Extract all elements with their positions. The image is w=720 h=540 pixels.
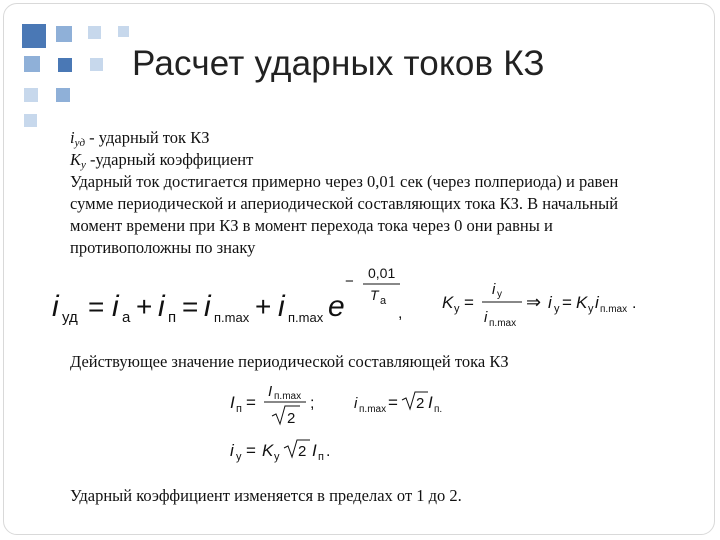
svg-text:п.max: п.max	[359, 404, 387, 415]
svg-text:у: у	[554, 303, 560, 315]
svg-text:i: i	[278, 290, 285, 323]
svg-text:=: =	[182, 291, 199, 322]
decor-square	[88, 26, 101, 39]
svg-text:.: .	[632, 295, 637, 312]
svg-text:у: у	[588, 303, 594, 315]
decor-square	[90, 58, 103, 71]
decor-square	[24, 88, 38, 102]
definition-iud	[70, 128, 209, 149]
svg-text:п.max: п.max	[489, 318, 517, 329]
svg-text:i: i	[484, 309, 488, 326]
definition-ky-text: -ударный коэффициент	[85, 150, 254, 169]
svg-text:i: i	[492, 281, 496, 298]
decor-square	[22, 24, 46, 48]
svg-text:=: =	[246, 441, 256, 460]
svg-text:i: i	[52, 290, 59, 323]
svg-text:a: a	[380, 295, 387, 307]
svg-text:а: а	[122, 309, 131, 326]
decor-square	[58, 58, 72, 72]
slide-title: Расчет ударных токов КЗ	[132, 44, 545, 83]
svg-text:i: i	[230, 441, 234, 460]
svg-text:;: ;	[310, 395, 315, 412]
svg-text:I: I	[268, 383, 273, 400]
svg-text:у: у	[274, 451, 280, 463]
svg-text:I: I	[312, 441, 317, 460]
svg-text:п.max: п.max	[600, 304, 628, 315]
svg-text:+: +	[255, 291, 272, 322]
heading-periodic-component: Действующее значение периодической составляющей тока КЗ	[70, 352, 509, 371]
svg-text:,: ,	[398, 305, 403, 322]
svg-text:=: =	[464, 293, 474, 312]
svg-text:i: i	[548, 293, 552, 312]
svg-text:T: T	[370, 287, 379, 303]
svg-text:+: +	[136, 291, 153, 322]
svg-text:у: у	[497, 289, 502, 300]
svg-text:=: =	[388, 393, 398, 412]
svg-text:i: i	[354, 395, 358, 412]
symbol-iud: $i_{уд}$	[70, 128, 86, 149]
svg-text:e: e	[328, 290, 345, 323]
svg-text:у: у	[454, 303, 460, 315]
svg-text:−: −	[345, 273, 354, 290]
svg-text:2: 2	[416, 395, 425, 412]
svg-text:=: =	[562, 293, 572, 312]
formula-periodic-component	[228, 378, 458, 430]
decor-square	[56, 88, 70, 102]
svg-text:п: п	[236, 403, 242, 415]
closing-statement: Ударный коэффициент изменяется в пределах от 1 до 2.	[70, 486, 462, 505]
paragraph-line: Ударный ток достигается примерно через 0,01 сек (через полпериода) и равен	[70, 172, 619, 191]
paragraph-line: противоположны по знаку	[70, 238, 256, 257]
svg-text:K: K	[262, 441, 274, 460]
definition-ky	[70, 150, 253, 171]
svg-text:=: =	[88, 291, 105, 322]
paragraph-line: сумме периодической и апериодической составляющих тока КЗ. В начальный	[70, 194, 619, 213]
svg-text:i: i	[112, 290, 119, 323]
svg-text:i: i	[204, 290, 211, 323]
svg-text:I: I	[230, 393, 235, 412]
svg-text:=: =	[246, 393, 256, 412]
svg-text:I: I	[428, 393, 433, 412]
svg-text:K: K	[576, 293, 588, 312]
svg-text:п.max: п.max	[288, 310, 324, 325]
decor-square	[24, 56, 40, 72]
svg-text:0,01: 0,01	[368, 265, 396, 281]
symbol-ky: $K_у$	[70, 150, 86, 171]
svg-text:у: у	[236, 451, 242, 463]
svg-text:2: 2	[298, 443, 307, 460]
svg-text:п.: п.	[434, 404, 443, 415]
paragraph-line: момент времени при КЗ в момент перехода тока через 0 они равны и	[70, 216, 553, 235]
svg-text:2: 2	[287, 410, 296, 427]
formula-shock-coefficient	[440, 276, 650, 332]
svg-text:i: i	[595, 293, 599, 312]
svg-text:уд: уд	[62, 309, 78, 326]
decor-square	[56, 26, 72, 42]
svg-text:п.max: п.max	[214, 310, 250, 325]
svg-text:⇒: ⇒	[526, 292, 542, 312]
svg-text:i: i	[158, 290, 165, 323]
definition-iud-text: - ударный ток КЗ	[85, 128, 210, 147]
svg-text:.: .	[326, 443, 331, 460]
formula-shock-current	[48, 256, 408, 330]
svg-text:п: п	[318, 451, 324, 463]
svg-text:п.max: п.max	[274, 391, 302, 402]
decor-square	[118, 26, 129, 37]
svg-text:K: K	[442, 293, 454, 312]
svg-text:п: п	[168, 309, 177, 326]
decor-square	[24, 114, 37, 127]
formula-shock-current-effective	[228, 430, 358, 470]
